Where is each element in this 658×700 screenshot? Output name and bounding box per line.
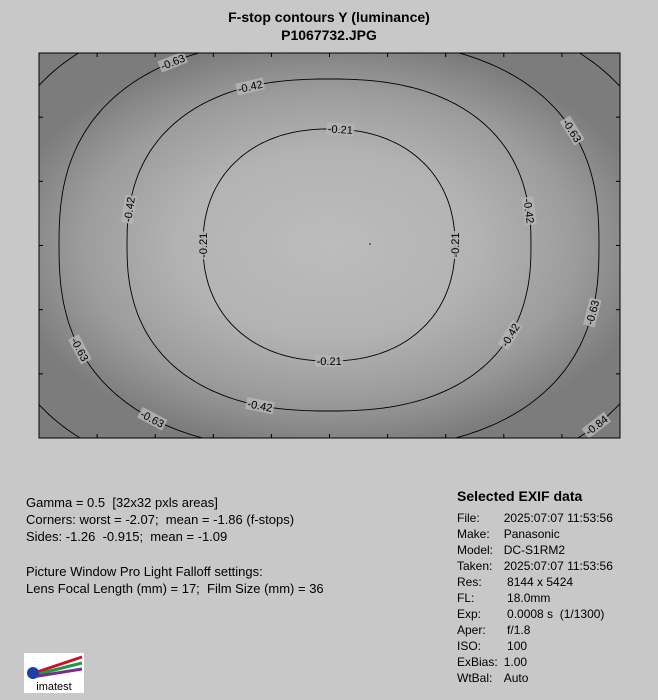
contour-label: -0.84 — [583, 413, 611, 439]
exif-key: File: — [457, 511, 480, 525]
stats-sides: Sides: -1.26 -0.915; mean = -1.09 — [26, 529, 228, 544]
exif-key: Make: — [457, 527, 490, 541]
exif-key: Model: — [457, 543, 494, 557]
exif-row — [457, 606, 613, 622]
contour-label: -0.21 — [327, 123, 354, 137]
center-marker — [369, 243, 370, 244]
exif-key: Taken: — [457, 559, 493, 573]
contour-label: -0.42 — [236, 78, 264, 97]
exif-key: Exp: — [457, 607, 482, 621]
exif-value: 8144 x 5424 — [503, 575, 574, 589]
exif-heading: Selected EXIF data — [457, 488, 583, 504]
imatest-logo — [24, 653, 84, 693]
contour-label: -0.21 — [197, 232, 211, 258]
stats-corners: Corners: worst = -2.07; mean = -1.86 (f-stops) — [26, 512, 295, 527]
contour-label: -0.63 — [559, 117, 584, 145]
exif-value: f/1.8 — [503, 623, 531, 637]
falloff-heading: Picture Window Pro Light Falloff settings: — [26, 564, 263, 579]
exif-key: ISO: — [457, 639, 482, 653]
falloff-settings — [26, 563, 324, 597]
contour-label: -0.63 — [159, 52, 187, 73]
exif-row — [457, 670, 613, 686]
exif-row — [457, 574, 613, 590]
exif-key: FL: — [457, 591, 475, 605]
exif-row — [457, 558, 613, 574]
contour-label: -0.21 — [449, 232, 463, 258]
exif-key: ExBias: — [457, 655, 498, 669]
exif-value: 100 — [503, 639, 528, 653]
exif-row — [457, 542, 613, 558]
stats-gamma: Gamma = 0.5 [32x32 pxls areas] — [26, 495, 218, 510]
exif-value: 1.00 — [503, 655, 528, 669]
logo-wordmark: imatest — [36, 681, 72, 693]
contour-label: -0.63 — [137, 408, 166, 431]
contour-label: -0.42 — [520, 197, 536, 225]
plot-area — [39, 53, 620, 438]
exif-row — [457, 654, 613, 670]
stats-block — [26, 494, 294, 545]
contour-label: -0.42 — [122, 196, 138, 223]
exif-value: Auto — [503, 671, 529, 685]
contour-label: -0.42 — [246, 398, 274, 415]
chart-title: F-stop contours Y (luminance) — [228, 9, 430, 25]
exif-key: Res: — [457, 575, 482, 589]
exif-row — [457, 622, 613, 638]
exif-key: WtBal: — [457, 671, 493, 685]
exif-value: Panasonic — [503, 527, 560, 541]
contour-label: -0.42 — [499, 321, 523, 350]
exif-value: 2025:07:07 11:53:56 — [503, 559, 613, 573]
falloff-values: Lens Focal Length (mm) = 17; Film Size (mm) = 36 — [26, 581, 324, 596]
contour-label: -0.63 — [67, 335, 91, 364]
exif-row — [457, 510, 613, 526]
exif-value: 2025:07:07 11:53:56 — [503, 511, 613, 525]
exif-row — [457, 526, 613, 542]
contour-label: -0.21 — [316, 355, 342, 369]
exif-row — [457, 590, 613, 606]
exif-value: 0.0008 s (1/1300) — [503, 607, 605, 621]
chart-subtitle: P1067732.JPG — [281, 27, 377, 43]
exif-value: 18.0mm — [503, 591, 551, 605]
exif-row — [457, 638, 613, 654]
exif-value: DC-S1RM2 — [503, 543, 566, 557]
exif-key: Aper: — [457, 623, 486, 637]
exif-table — [457, 510, 613, 686]
contour-label: -0.63 — [584, 298, 603, 327]
exif-panel — [457, 488, 613, 686]
